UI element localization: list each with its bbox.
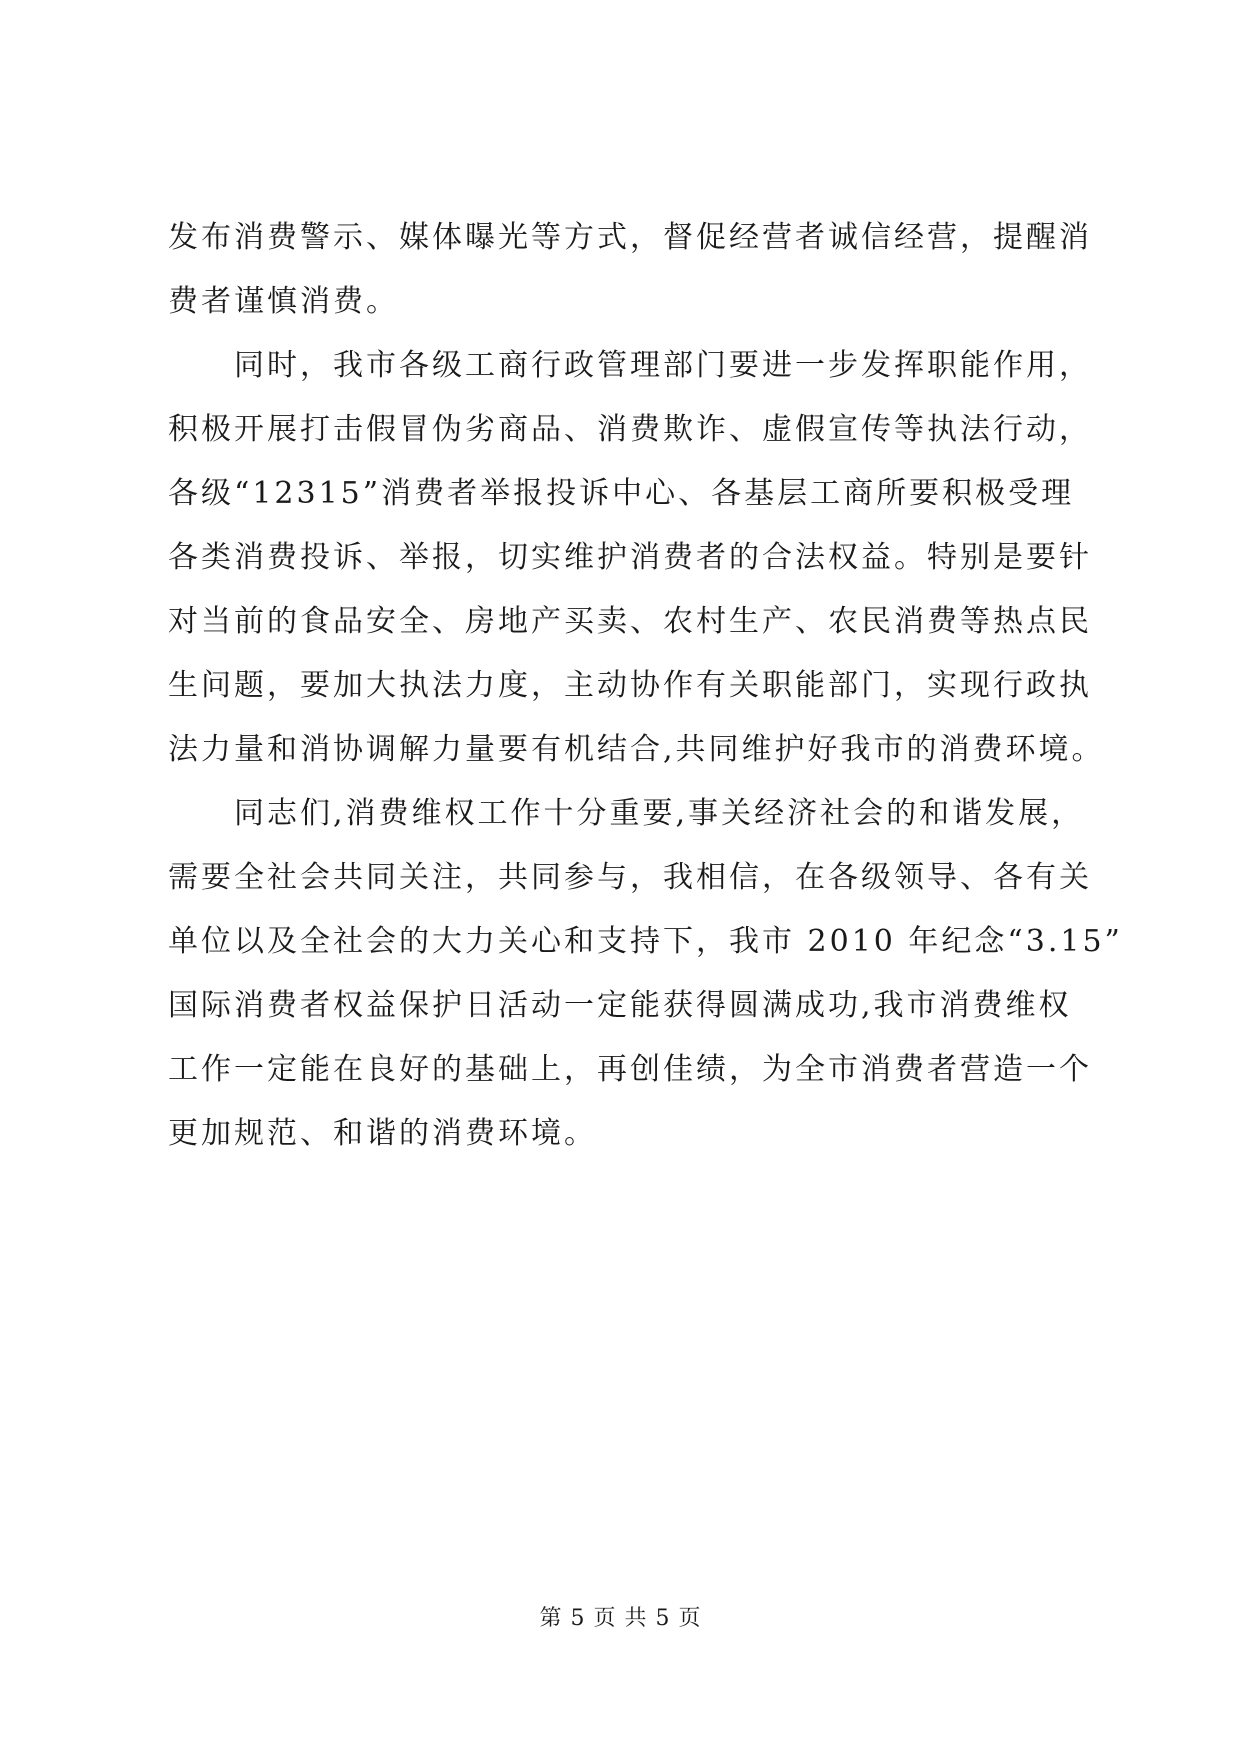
paragraph-2-line-2: 积极开展打击假冒伪劣商品、消费欺诈、虚假宣传等执法行动，: [168, 412, 1092, 447]
paragraph-3-line-1: 同志们,消费维权工作十分重要,事关经济社会的和谐发展，: [234, 796, 1085, 831]
paragraph-2-line-3: 各级“12315”消费者举报投诉中心、各基层工商所要积极受理: [168, 476, 1075, 511]
paragraph-3-line-3: 单位以及全社会的大力关心和支持下，我市 2010 年纪念“3.15”: [168, 924, 1123, 959]
document-body: [168, 206, 1123, 1166]
page-number-footer: 第 5 页 共 5 页: [539, 1606, 702, 1631]
paragraph-1-line-2: 费者谨慎消费。: [168, 284, 399, 319]
paragraph-1-line-1: 发布消费警示、媒体曝光等方式，督促经营者诚信经营，提醒消: [168, 220, 1092, 255]
paragraph-3-line-5: 工作一定能在良好的基础上，再创佳绩，为全市消费者营造一个: [168, 1052, 1092, 1087]
paragraph-3-line-2: 需要全社会共同关注，共同参与，我相信，在各级领导、各有关: [168, 860, 1092, 895]
paragraph-3-line-6: 更加规范、和谐的消费环境。: [168, 1116, 597, 1151]
paragraph-3-line-4: 国际消费者权益保护日活动一定能获得圆满成功,我市消费维权: [168, 988, 1072, 1023]
paragraph-2-line-4: 各类消费投诉、举报，切实维护消费者的合法权益。特别是要针: [168, 540, 1092, 575]
paragraph-2-line-5: 对当前的食品安全、房地产买卖、农村生产、农民消费等热点民: [168, 604, 1092, 639]
paragraph-2-line-1: 同时，我市各级工商行政管理部门要进一步发挥职能作用，: [234, 348, 1092, 383]
paragraph-2-line-7: 法力量和消协调解力量要有机结合,共同维护好我市的消费环境。: [168, 732, 1105, 767]
paragraph-2-line-6: 生问题，要加大执法力度，主动协作有关职能部门，实现行政执: [168, 668, 1092, 703]
